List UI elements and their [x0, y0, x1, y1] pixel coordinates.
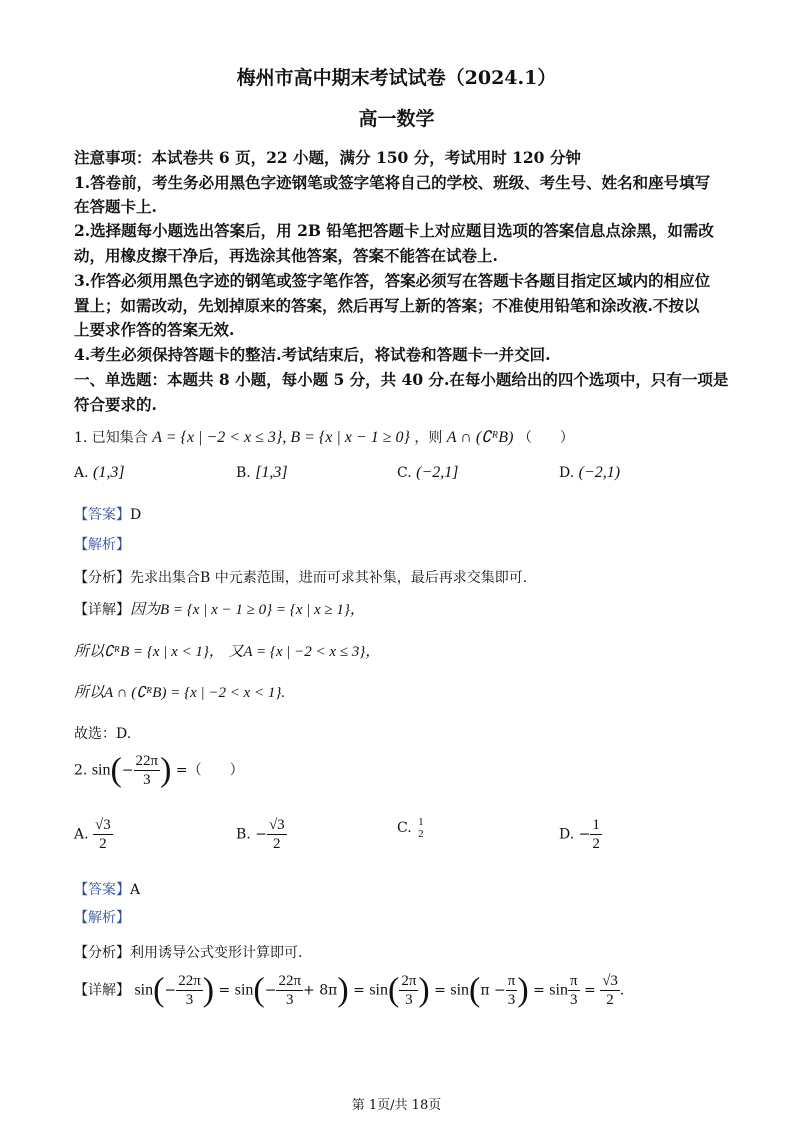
q1-option-c: C. (−2,1]: [397, 464, 459, 481]
q1-detail-2: 所以∁ᴿB = {x | x < 1}， 又A = {x | −2 < x ≤ 3}，: [74, 644, 381, 660]
notice-line1: 注意事项：本试卷共 6 页，22 小题，满分 150 分，考试用时 120 分钟: [74, 148, 581, 167]
q2-fraction: $\frac{22\pi}{3}$: [135, 753, 159, 788]
q1-expr: A ∩ (∁ᴿB): [446, 429, 514, 446]
notice-item3a: 3.作答必须用黑色字迹的钢笔或签字笔作答，答案必须写在答题卡各题目指定区域内的相应位: [74, 271, 711, 290]
q2-option-b: B. − $\frac{√3}{2}$: [236, 817, 285, 852]
q1-option-d: D. (−2,1): [559, 464, 621, 481]
page-title: 梅州市高中期末考试试卷（2024.1）: [236, 67, 557, 89]
section-heading-1b: 符合要求的.: [74, 395, 157, 414]
q1-sets: A = {x | −2 < x ≤ 3}, B = {x | x − 1 ≥ 0}: [152, 429, 410, 446]
q2-fenxi: 【分析】利用诱导公式变形计算即可.: [74, 945, 303, 961]
notice-item2a: 2.选择题每小题选出答案后，用 2B 铅笔把答题卡上对应题目选项的答案信息点涂黑，如需改: [74, 221, 714, 240]
q2-analysis-tag: 【解析】: [74, 910, 130, 926]
q1-then: ，则: [414, 430, 443, 446]
answer-tag: 【答案】: [74, 507, 130, 523]
q2-answer: 【答案】A: [74, 882, 141, 898]
q1-option-b: B. [1,3]: [236, 464, 288, 481]
q1-analysis-tag: 【解析】: [74, 537, 130, 553]
page-subtitle: 高一数学: [358, 108, 435, 130]
notice-item1b: 在答题卡上.: [74, 197, 157, 216]
q2-option-a: A. $\frac{√3}{2}$: [74, 817, 111, 852]
q1-paren: （ ）: [517, 430, 574, 446]
question-1: [74, 428, 574, 448]
q1-fenxi: 【分析】先求出集合B 中元素范围，进而可求其补集，最后再求交集即可.: [74, 570, 528, 586]
notice-item4: 4.考生必须保持答题卡的整洁.考试结束后，将试卷和答题卡一并交回.: [74, 345, 551, 364]
question-2: 2. sin(− $\frac{22\pi}{3}$ ) =（ ）: [74, 751, 244, 789]
notice-item2b: 动，用橡皮擦干净后，再选涂其他答案，答案不能答在试卷上.: [74, 246, 498, 265]
q1-detail-3: 所以A ∩ (∁ᴿB) = {x | −2 < x < 1}.: [74, 685, 286, 701]
q1-detail-1: 【详解】因为B = {x | x − 1 ≥ 0} = {x | x ≥ 1}，: [74, 602, 365, 618]
page-footer: 第 1页/共 18页: [351, 1098, 442, 1113]
notice-item1a: 1.答卷前，考生务必用黑色字迹钢笔或签字笔将自己的学校、班级、考生号、姓名和座号填写: [74, 173, 711, 192]
q1-prefix: 1. 已知集合: [74, 430, 148, 446]
q1-choose: 故选：D.: [74, 726, 132, 742]
notice-item3c: 上要求作答的答案无效.: [74, 320, 235, 339]
section-heading-1a: 一、单选题：本题共 8 小题，每小题 5 分，共 40 分.在每小题给出的四个选项中，只有一项是: [74, 370, 729, 389]
q2-option-d: D. − $\frac{1}{2}$: [559, 817, 600, 852]
q2-detail: 【详解】 sin(− $\frac{22\pi}{3}$ ) = sin(− $\frac{22\pi}{3}$ + 8π) = sin( $\frac{2\pi}{3}$ ) = sin(π − $\frac{\pi}{3}$ ) = sin $\frac{\pi}{3}$ = $\frac{√3}{2}$ .: [74, 971, 625, 1009]
q1-answer: 【答案】D: [74, 507, 142, 523]
q2-option-c: C. 1 2: [397, 816, 424, 840]
notice-item3b: 置上；如需改动，先划掉原来的答案，然后再写上新的答案；不准使用铅笔和涂改液.不按以: [74, 296, 700, 315]
q1-option-a: A. (1,3]: [74, 464, 125, 481]
